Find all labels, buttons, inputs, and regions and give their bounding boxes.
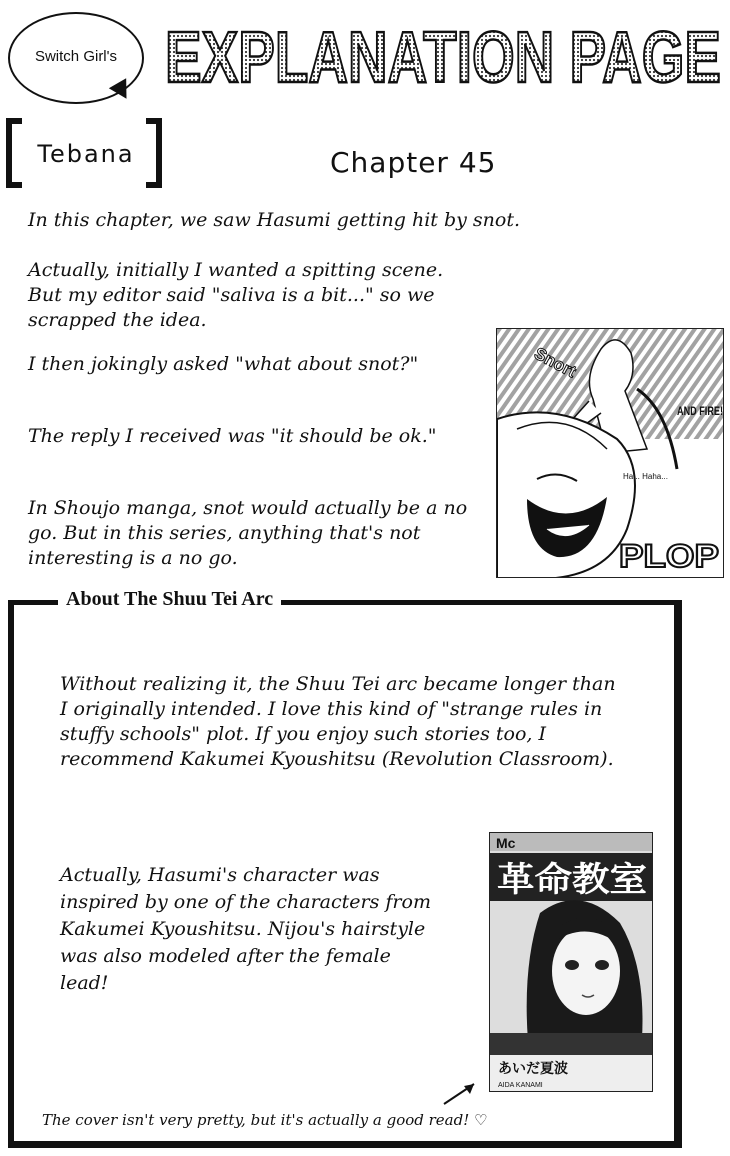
arrow-icon — [440, 1078, 480, 1108]
intro-paragraph: In this chapter, we saw Hasumi getting hit by snot. — [28, 209, 521, 231]
intro-paragraph: Actually, initially I wanted a spitting scene. But my editor said "saliva is a bit..." so we scrapped the idea. — [28, 259, 444, 331]
cover-caption: The cover isn't very pretty, but it's actually a good read! ♡ — [42, 1111, 488, 1129]
shuu-tei-paragraph: Actually, Hasumi's character was inspired by one of the characters from Kakumei Kyoushitsu. Nijou's hairstyle was also modeled after the female lead! — [60, 864, 431, 994]
cover-title: 革命教室 — [497, 860, 647, 900]
book-cover-art — [490, 833, 653, 1092]
cover-author-romaji: AIDA KANAMI — [498, 1082, 543, 1089]
series-name: Switch Girl's — [34, 48, 118, 65]
sfx-plop: PLOP — [619, 538, 719, 574]
intro-paragraph: I then jokingly asked "what about snot?" — [28, 353, 419, 375]
chapter-heading: Chapter 45 — [330, 146, 497, 179]
manga-panel-illustration — [496, 328, 724, 578]
cover-imprint: Mc — [496, 835, 516, 851]
shuu-tei-heading: About The Shuu Tei Arc — [58, 588, 281, 611]
bracket-left — [6, 118, 22, 188]
bracket-right — [146, 118, 162, 188]
cover-author: あいだ夏波 — [498, 1061, 568, 1077]
page-title-text: EXPLANATION PAGE — [165, 18, 721, 98]
intro-paragraph: The reply I received was "it should be ok." — [28, 425, 437, 447]
sfx-fire: AND FIRE! — [677, 404, 723, 418]
book-cover-illustration — [489, 832, 653, 1092]
author-label: Tebana — [37, 140, 135, 168]
page-title — [160, 6, 726, 98]
manga-panel-art — [497, 329, 724, 578]
sfx-haha: Ha... Haha... — [623, 472, 668, 481]
intro-paragraph: In Shoujo manga, snot would actually be a no go. But in this series, anything that's not interesting is a no go. — [28, 497, 468, 569]
sfx-snort: Snort — [531, 343, 580, 382]
shuu-tei-paragraph: Without realizing it, the Shuu Tei arc became longer than I originally intended. I love this kind of "strange rules in stuffy schools" plot. If you enjoy such stories too, I recommend Kakumei Kyoushitsu (Revolution Classroom). — [60, 673, 616, 770]
